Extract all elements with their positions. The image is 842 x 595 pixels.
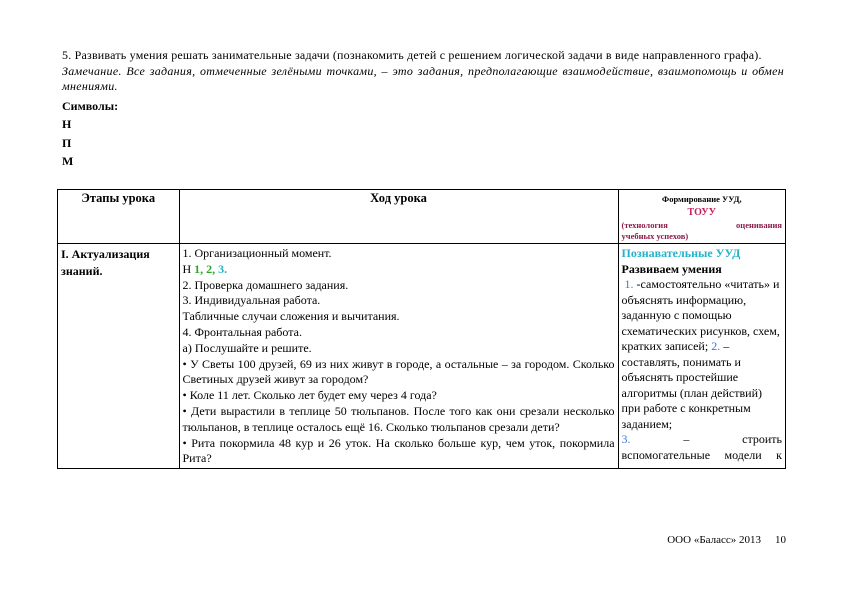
uud-title: Познавательные УУД xyxy=(621,246,741,260)
uud-text-3a: – xyxy=(683,432,690,446)
green-marker-2: 2, xyxy=(206,261,216,276)
lesson-table xyxy=(57,189,786,469)
table-header-row xyxy=(58,190,786,244)
symbol-p: П xyxy=(62,135,72,150)
task-item: • Коле 11 лет. Сколько лет будет ему через 4 года? xyxy=(182,388,437,403)
header-uud-title: Формирование УУД, xyxy=(661,194,742,204)
note-label: Замечание. xyxy=(62,63,122,78)
page-footer xyxy=(667,534,786,546)
uud-item-3 xyxy=(622,432,782,448)
course-symbol-line xyxy=(183,262,615,278)
stage-cell: I. Актуализация знаний. xyxy=(58,244,180,469)
uud-num-1: 1. xyxy=(624,277,634,291)
note-text: Все задания, отмеченные зелёными точками, – это задания, предполагающие взаимодействие, взаимопомощь и обмен мнениями. xyxy=(62,63,784,93)
green-marker-1: 1, xyxy=(194,261,204,276)
header-course: Ход урока xyxy=(179,190,618,244)
course-line: 4. Фронтальная работа. xyxy=(182,324,302,339)
symbol-n: Н xyxy=(62,117,72,131)
symbol-m: М xyxy=(62,154,74,168)
footer-company: ООО «Баласс» 2013 xyxy=(667,534,761,546)
uud-dev: Развиваем умения xyxy=(621,261,722,276)
course-line: Табличные случаи сложения и вычитания. xyxy=(182,309,400,324)
symbols-title: Символы: xyxy=(62,98,119,113)
course-line: 2. Проверка домашнего задания. xyxy=(182,277,349,292)
course-line: а) Послушайте и решите. xyxy=(182,340,312,355)
table-row xyxy=(58,244,786,469)
header-uud xyxy=(618,190,785,244)
uud-cell xyxy=(618,244,785,469)
course-line: 3. Индивидуальная работа. xyxy=(182,293,321,308)
page-number: 10 xyxy=(775,534,786,546)
uud-text-1: -самостоятельно «читать» и объяснять информацию, заданную с помощью схематических рисунков, схем, кратких записей; xyxy=(621,277,780,353)
uud-num-2: 2. xyxy=(711,339,721,353)
uud-item-1 xyxy=(622,277,780,353)
uud-text-3b: строить xyxy=(742,432,783,446)
uud-text-2: – составлять, понимать и объяснять простейшие алгоритмы (план действий) при работе с конкретным заданием; xyxy=(621,339,762,431)
task-item: • Дети вырастили в теплице 50 тюльпанов. После того как они срезали несколько тюльпанов, в теплице осталось ещё 16. Сколько тюльпанов срезали дети? xyxy=(182,403,615,434)
intro-block xyxy=(62,48,784,170)
uud-text-3c: вспомогательные модели к xyxy=(621,447,782,462)
goal-5: 5. Развивать умения решать занимательные задачи (познакомить детей с решением логической задачи в виде направленного графа). xyxy=(62,48,762,62)
cyan-marker-3: 3. xyxy=(218,261,228,276)
header-stage: Этапы урока xyxy=(58,190,180,244)
header-touu: ТОУУ xyxy=(687,207,716,218)
uud-num-3: 3. xyxy=(621,432,631,446)
symbol-prefix: Н xyxy=(182,261,192,276)
course-line: 1. Организационный момент. xyxy=(182,246,332,260)
task-item: • У Светы 100 друзей, 69 из них живут в городе, а остальные – за городом. Сколько Светиных друзей живут за городом? xyxy=(182,356,615,387)
note xyxy=(62,64,784,95)
task-item: • Рита покормила 48 кур и 26 уток. На сколько больше кур, чем уток, покормила Рита? xyxy=(182,435,615,466)
header-techno-line2: учебных успехов) xyxy=(621,231,689,241)
course-cell xyxy=(179,244,618,469)
header-techno-line1: (технология оценивания xyxy=(621,220,782,230)
